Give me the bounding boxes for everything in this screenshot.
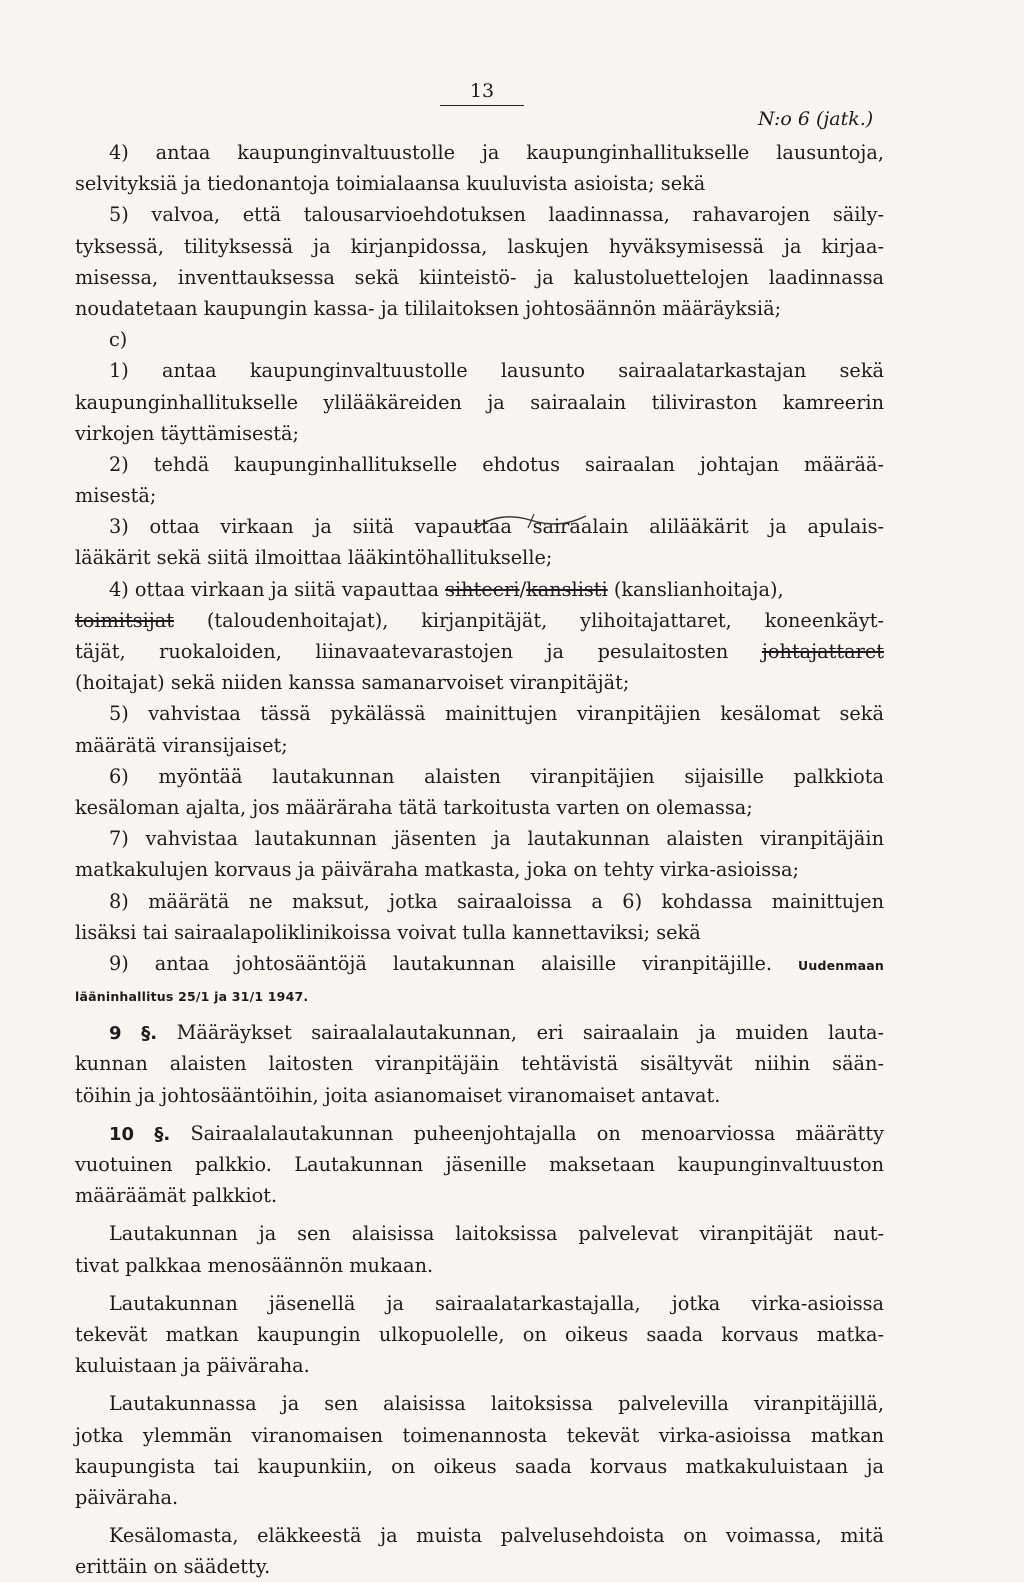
text-line [75,698,884,729]
paragraph-line [75,1048,884,1079]
line-text: misestä; [75,484,157,508]
text-line [75,231,884,262]
paragraph-line [75,1350,884,1381]
line-text: 2) tehdä kaupunginhallitukselle ehdotus sairaalan johtajan määrää- [109,452,884,476]
text-line [75,137,884,168]
text-line [75,979,884,1010]
line-text: c) [109,328,128,352]
line-text: Sairaalalautakunnan puheenjohtajalla on menoarviossa määrätty [190,1121,884,1145]
paragraph-line [75,1180,884,1211]
line-text: töihin ja johtosääntöihin, joita asianomaiset viranomaiset antavat. [75,1083,721,1107]
line-text: kuluistaan ja päiväraha. [75,1354,310,1378]
line-text: päiväraha. [75,1485,179,1509]
line-text: misessa, inventtauksessa sekä kiinteistö- ja kalustoluettelojen laadinnassa [75,265,884,289]
line-text: tekevät matkan kaupungin ulkopuolelle, on oikeus saada korvaus matka- [75,1322,884,1346]
paragraph-line [75,1288,884,1319]
line-text: Kesälomasta, eläkkeestä ja muista palvelusehdoista on voimassa, mitä [109,1524,884,1548]
paragraph-line [75,1551,884,1582]
line-text: 4) antaa kaupunginvaltuustolle ja kaupunginhallitukselle lausuntoja, [109,141,884,164]
paragraph-line [75,1319,884,1350]
source-citation: Uudenmaan [798,957,884,973]
struck-word: toimitsijat [75,608,175,632]
line-text: 4) ottaa virkaan ja siitä vapauttaa [109,577,439,601]
paragraph-line [75,1482,884,1513]
line-text: 7) vahvistaa lautakunnan jäsenten ja lautakunnan alaisten viranpitäjäin [109,827,884,851]
text-line [75,730,884,761]
paragraph-line [75,1017,884,1048]
line-text: kaupungista tai kaupunkiin, on oikeus saada korvaus matkakuluistaan ja [75,1454,884,1478]
line-text: 5) vahvistaa tässä pykälässä mainittujen viranpitäjien kesälomat sekä [109,702,884,726]
text-line [75,480,884,511]
line-text: Lautakunnan ja sen alaisissa laitoksissa palvelevat viranpitäjät naut- [109,1222,884,1246]
paragraph-line [75,1080,884,1111]
line-text: määräämät palkkiot. [75,1184,278,1208]
line-text: vuotuinen palkkio. Lautakunnan jäsenille maksetaan kaupunginvaltuuston [75,1153,884,1176]
paragraph-line [75,1388,884,1419]
text-line [75,418,884,449]
text-line [75,917,884,948]
text-line [75,387,884,418]
document-body [75,137,884,1582]
struck-word: sihteeri [445,577,520,601]
line-text: kesäloman ajalta, jos määräraha tätä tarkoitusta varten on olemassa; [75,795,753,819]
text-line [75,823,884,854]
paragraph-line [75,1218,884,1249]
text-line [75,636,884,667]
text-line [75,542,884,573]
text-line [75,324,884,355]
line-text: määrätä viransijaiset; [75,733,288,757]
struck-word: kanslisti [526,577,608,601]
text-line [75,761,884,792]
text-line [75,605,884,636]
line-text: 6) myöntää lautakunnan alaisten viranpitäjien sijaisille palkkiota [109,764,884,788]
page-number: 13 [440,80,524,106]
paragraph-line [75,1250,884,1281]
paragraph-line [75,1451,884,1482]
line-text: erittäin on säädetty. [75,1555,271,1579]
text-line [75,262,884,293]
source-citation: lääninhallitus 25/1 ja 31/1 1947. [75,989,309,1005]
line-text: lisäksi tai sairaalapoliklinikoissa voivat tulla kannettaviksi; sekä [75,920,701,944]
running-head: N:o 6 (jatk.) [758,108,874,130]
line-text: 1) antaa kaupunginvaltuustolle lausunto sairaalatarkastajan sekä [109,359,884,383]
text-line [75,792,884,823]
line-text: 8) määrätä ne maksut, jotka sairaaloissa a 6) kohdassa mainittujen [109,889,884,913]
text-line [75,293,884,324]
text-line [75,199,884,230]
section-number: 9 §. [109,1023,158,1045]
line-text: tivat palkkaa menosäännön mukaan. [75,1253,434,1277]
text-line [75,948,884,979]
line-text: jotka ylemmän viranomaisen toimenannosta tekevät virka-asioissa matkan [75,1423,884,1447]
line-text: matkakulujen korvaus ja päiväraha matkasta, joka on tehty virka-asioissa; [75,858,799,882]
line-text: virkojen täyttämisestä; [75,421,300,445]
text-line: 4) ottaa virkaan ja siitä vapauttaa sihteeri/kanslisti (kanslianhoitaja), [109,577,784,601]
line-text: täjät, ruokaloiden, liinavaatevarastojen ja pesulaitosten [75,640,729,663]
line-text: (taloudenhoitajat), kirjanpitäjät, ylihoitajattaret, koneenkäyt- [206,608,884,632]
text-line [75,886,884,917]
paragraph-line [75,1118,884,1149]
line-text: Määräykset sairaalalautakunnan, eri sairaalain ja muiden lauta- [176,1021,884,1045]
section-number: 10 §. [109,1123,171,1145]
line-text: lääkärit sekä siitä ilmoittaa lääkintöhallitukselle; [75,546,553,570]
line-text: tyksessä, tilityksessä ja kirjanpidossa, laskujen hyväksymisessä ja kirjaa- [75,234,884,258]
line-text: kunnan alaisten laitosten viranpitäjäin tehtävistä sisältyvät niihin sään- [75,1052,884,1076]
handwritten-insertion-mark [470,512,590,534]
struck-word: johtajattaret [761,640,884,663]
paragraph-line [75,1520,884,1551]
line-text: 5) valvoa, että talousarvioehdotuksen laadinnassa, rahavarojen säily- [109,203,884,227]
line-text: 9) antaa johtosääntöjä lautakunnan alaisille viranpitäjille. [109,951,773,975]
text-line [75,449,884,480]
text-line [75,355,884,386]
line-text: Lautakunnan jäsenellä ja sairaalatarkastajalla, jotka virka-asioissa [109,1291,884,1315]
text-line [75,667,884,698]
line-text: kaupunginhallitukselle ylilääkäreiden ja sairaalain tiliviraston kamreerin [75,390,884,414]
line-text: 3) ottaa virkaan ja siitä vapauttaa sairaalain alilääkärit ja apulais- [109,515,884,539]
line-text: (kanslianhoitaja), [613,577,784,601]
text-line [75,854,884,885]
line-text: selvityksiä ja tiedonantoja toimialaansa kuuluvista asioista; sekä [75,172,706,196]
paragraph-line [75,1149,884,1180]
line-text: noudatetaan kaupungin kassa- ja tililaitoksen johtosäännön määräyksiä; [75,296,782,320]
line-text: Lautakunnassa ja sen alaisissa laitoksissa palvelevilla viranpitäjillä, [109,1392,884,1416]
text-line [75,168,884,199]
line-text: (hoitajat) sekä niiden kanssa samanarvoiset viranpitäjät; [75,671,630,695]
paragraph-line [75,1420,884,1451]
